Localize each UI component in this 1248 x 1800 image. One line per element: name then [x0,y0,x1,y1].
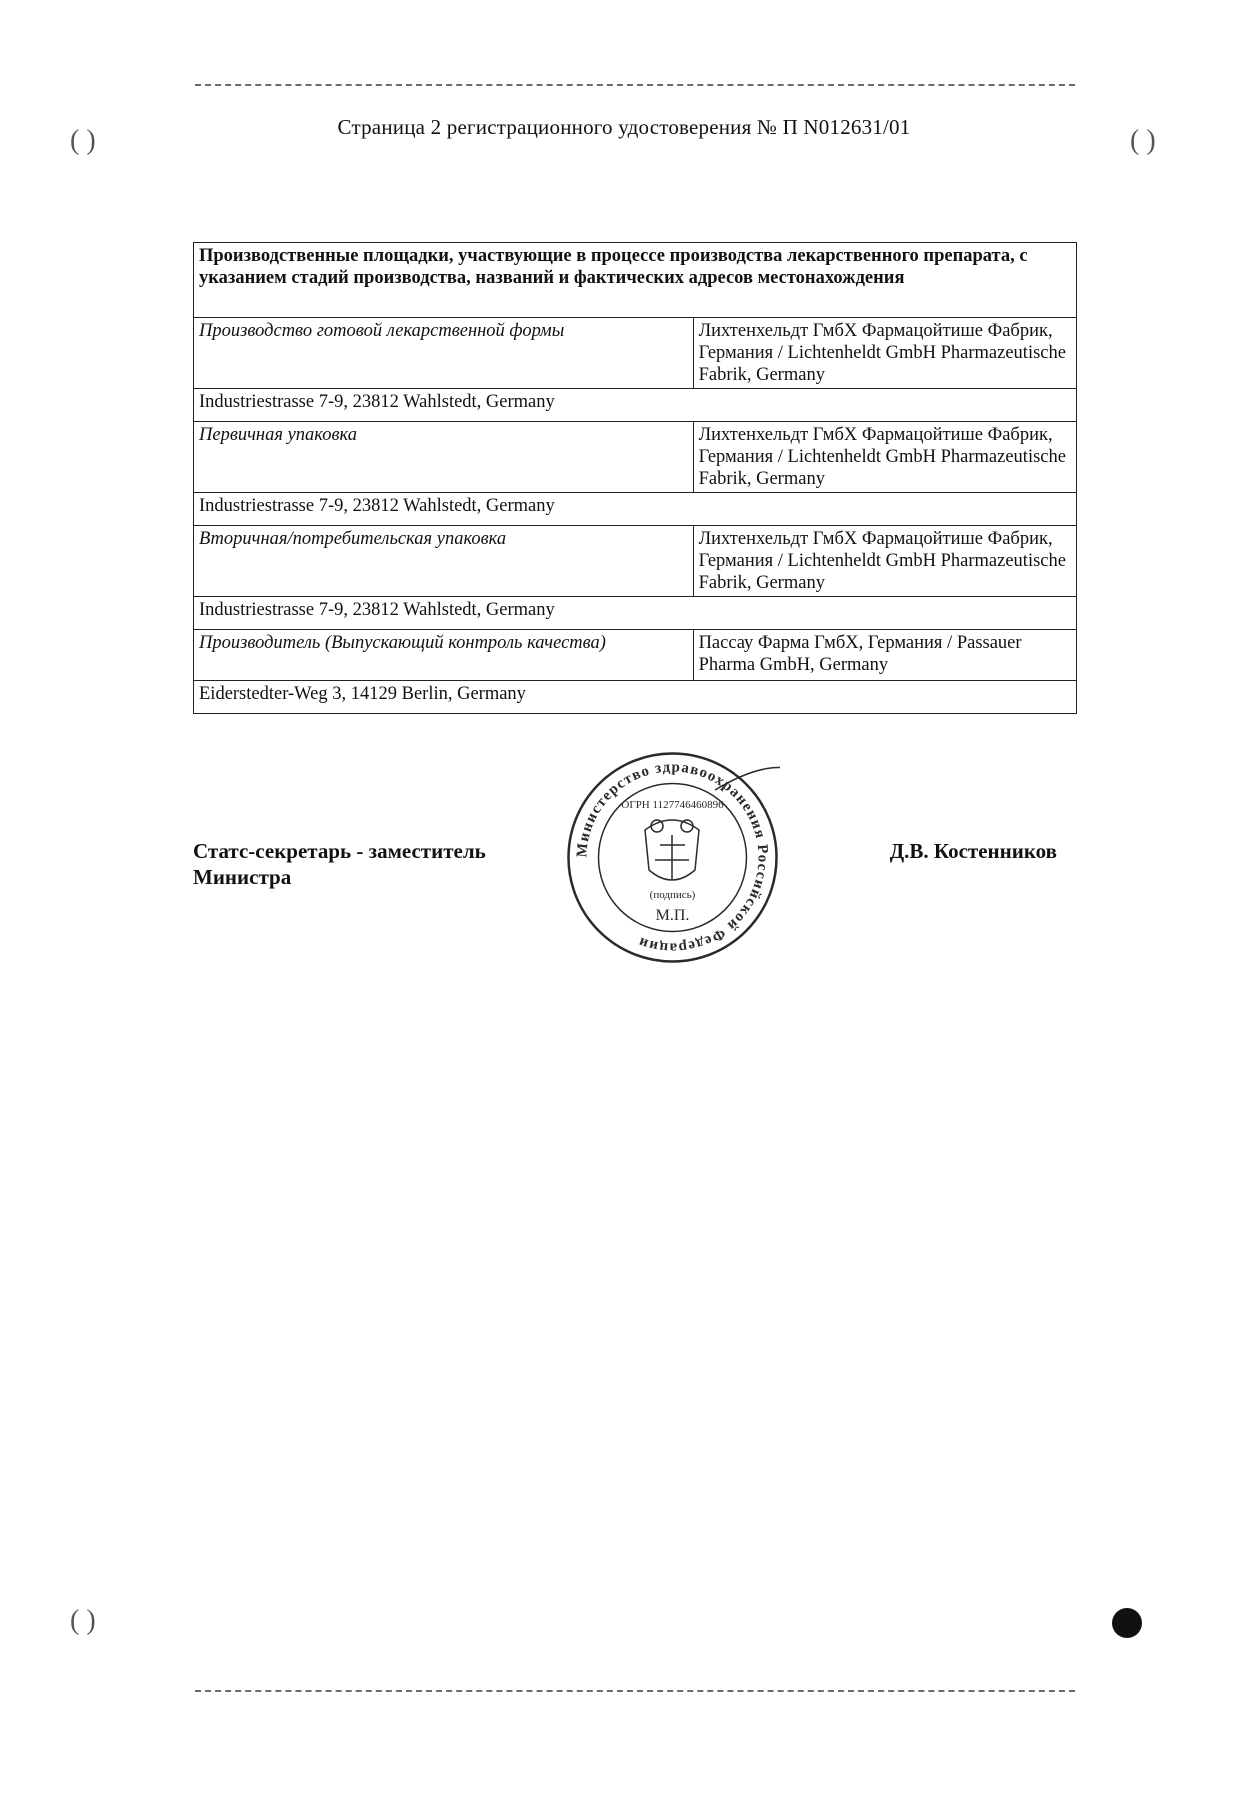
address-cell: Eiderstedter-Weg 3, 14129 Berlin, Germany [194,681,1077,714]
address-row [194,597,1077,630]
coat-of-arms-icon [645,820,699,880]
signatory-title [193,838,573,890]
table-header: Производственные площадки, участвующие в процессе производства лекарственного препарата, с указанием стадий производства, названий и фактических адресов местонахождения [194,243,1077,318]
address-row [194,681,1077,714]
table-row [194,318,1077,389]
production-sites-table [193,242,1077,714]
page-heading: Страница 2 регистрационного удостоверения № П N012631/01 [337,115,911,139]
organization-cell: Пассау Фарма ГмбХ, Германия / Passauer Pharma GmbH, Germany [693,630,1076,681]
table-row [194,630,1077,681]
seal-signature-label: (подпись) [649,889,696,901]
corner-mark-top-right: ( ) [1130,125,1156,156]
page-bottom-border [195,1690,1075,1692]
stage-cell: Вторичная/потребительская упаковка [194,526,694,597]
stage-cell: Производство готовой лекарственной формы [194,318,694,389]
seal-mp-label: М.П. [655,907,690,924]
organization-cell: Лихтенхельдт ГмбХ Фармацойтише Фабрик, Германия / Lichtenheldt GmbH Pharmazeutische Fabrik, Germany [693,526,1076,597]
corner-mark-bottom-left: ( ) [70,1605,96,1636]
signatory-title-line1: Статс-секретарь - заместитель [193,839,486,863]
stage-cell: Производитель (Выпускающий контроль качества) [194,630,694,681]
table-header-row [194,243,1077,318]
corner-mark-top-left: ( ) [70,125,96,156]
address-cell: Industriestrasse 7-9, 23812 Wahlstedt, Germany [194,389,1077,422]
address-row [194,493,1077,526]
signatory-title-line2: Министра [193,865,292,889]
address-cell: Industriestrasse 7-9, 23812 Wahlstedt, Germany [194,597,1077,630]
table-row [194,422,1077,493]
seal-ring-text: Министерство здравоохранения Российской Федерации [574,759,771,956]
organization-cell: Лихтенхельдт ГмбХ Фармацойтише Фабрик, Германия / Lichtenheldt GmbH Pharmazeutische Fabrik, Germany [693,318,1076,389]
hole-punch-mark [1112,1608,1142,1638]
signatory-name: Д.В. Костенников [889,839,1057,863]
seal-ogrn-text: ОГРН 1127746460896 [621,799,724,811]
stage-cell: Первичная упаковка [194,422,694,493]
address-row [194,389,1077,422]
table-row [194,526,1077,597]
page-top-border [195,84,1075,86]
official-seal-icon [565,750,780,965]
address-cell: Industriestrasse 7-9, 23812 Wahlstedt, Germany [194,493,1077,526]
organization-cell: Лихтенхельдт ГмбХ Фармацойтише Фабрик, Германия / Lichtenheldt GmbH Pharmazeutische Fabrik, Germany [693,422,1076,493]
